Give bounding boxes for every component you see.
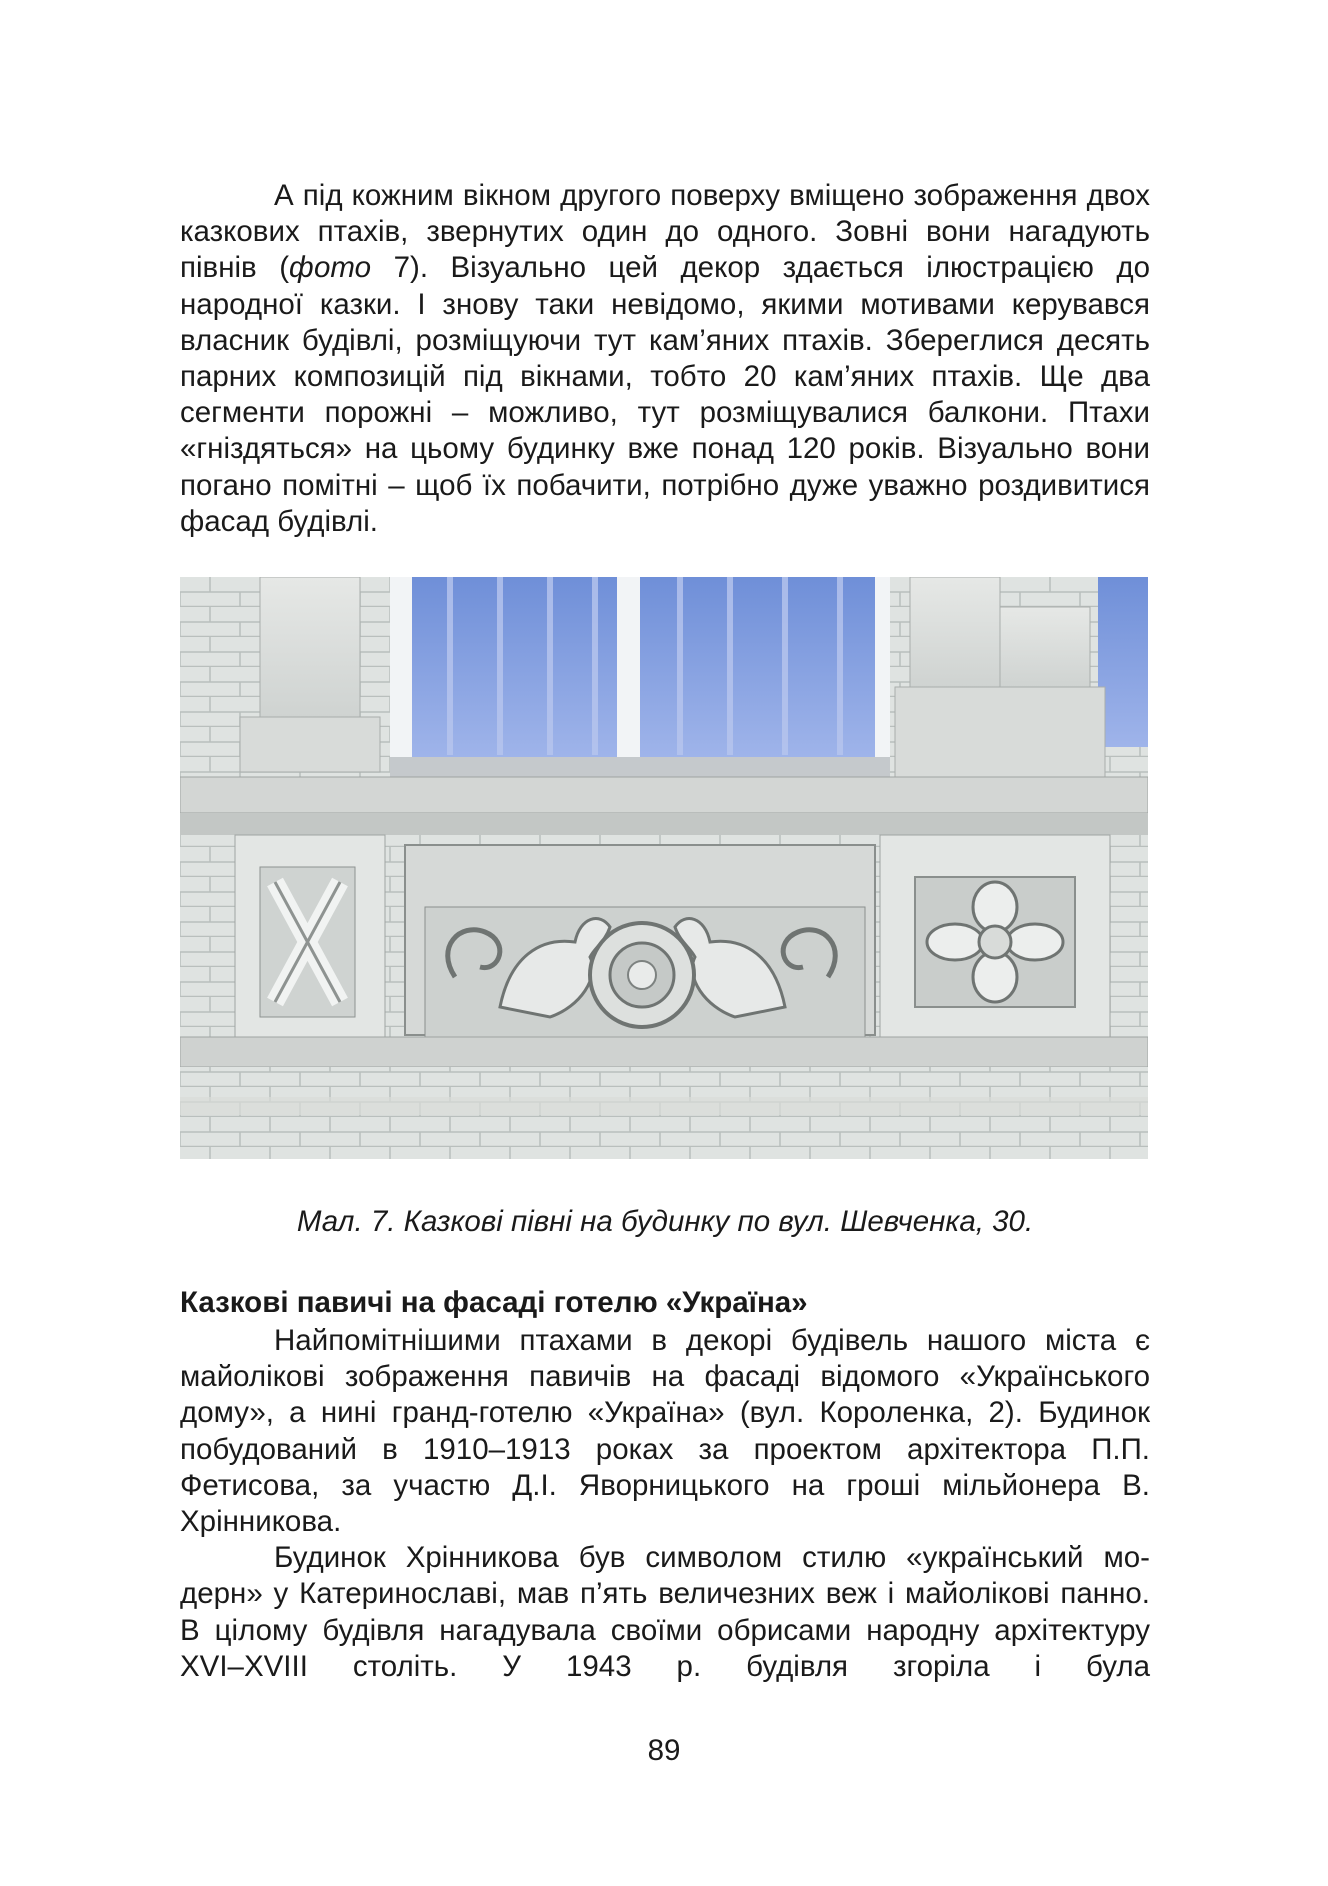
figure-caption: Мал. 7. Казкові півні на будинку по вул. Шевченка, 30. xyxy=(296,1205,1034,1238)
paragraph-1-emphasis: фото xyxy=(289,251,372,285)
section-paragraph-2: Будинок Хрінникова був символом стилю «український модерн» у Катеринославі, мав п’ять величезних веж і майолікові панно. В цілому будівля нагадувала своїми обрисами народну архітектуру XVI–XVIII століть. У 1943 р. будівля згоріла і була xyxy=(180,1541,1150,1683)
paragraph-1-part-b: 7). Візуально цей декор здається ілюстрацією до народної казки. І знову таки невідомо, якими мотивами керувався власник будівлі, розміщуючи тут кам’яних птахів. Збереглися десять парних композицій під вікнами, тобто 20 кам’яних птахів. Ще два сегменти порожні – можливо, тут розміщувалися балкони. Птахи «гніздяться» на цьому будинку вже понад 120 років. Візуально вони погано помітні – щоб їх побачити, потрібно дуже уважно роздивитися фасад будівлі. xyxy=(180,251,1150,538)
facade-photo-image xyxy=(180,577,1148,1159)
paragraph-1 xyxy=(180,178,1150,540)
page-number: 89 xyxy=(647,1734,681,1767)
paragraph-1-text xyxy=(180,178,1150,540)
section-peacocks xyxy=(180,1285,1150,1685)
facade-photo xyxy=(180,577,1148,1159)
paragraph-1-part-a: А під кожним вікном другого поверху вміщено зображення двох казкових птахів, звернутих один до одного. Зовні вони нагадують півнів ( xyxy=(180,179,1150,285)
section-paragraph-1: Найпомітнішими птахами в декорі будівель нашого міста є майолікові зображення павичів на фасаді відомого «Українського дому», а нині гранд-готелю «Україна» (вул. Короленка, 2). Будинок побудований в 1910–1913 роках за проектом архітектора П.П. Фетисова, за участю Д.І. Яворницького на гроші мільйонера В. Хрінникова. xyxy=(180,1324,1150,1539)
section-heading: Казкові павичі на фасаді готелю «Україна» xyxy=(180,1286,808,1319)
